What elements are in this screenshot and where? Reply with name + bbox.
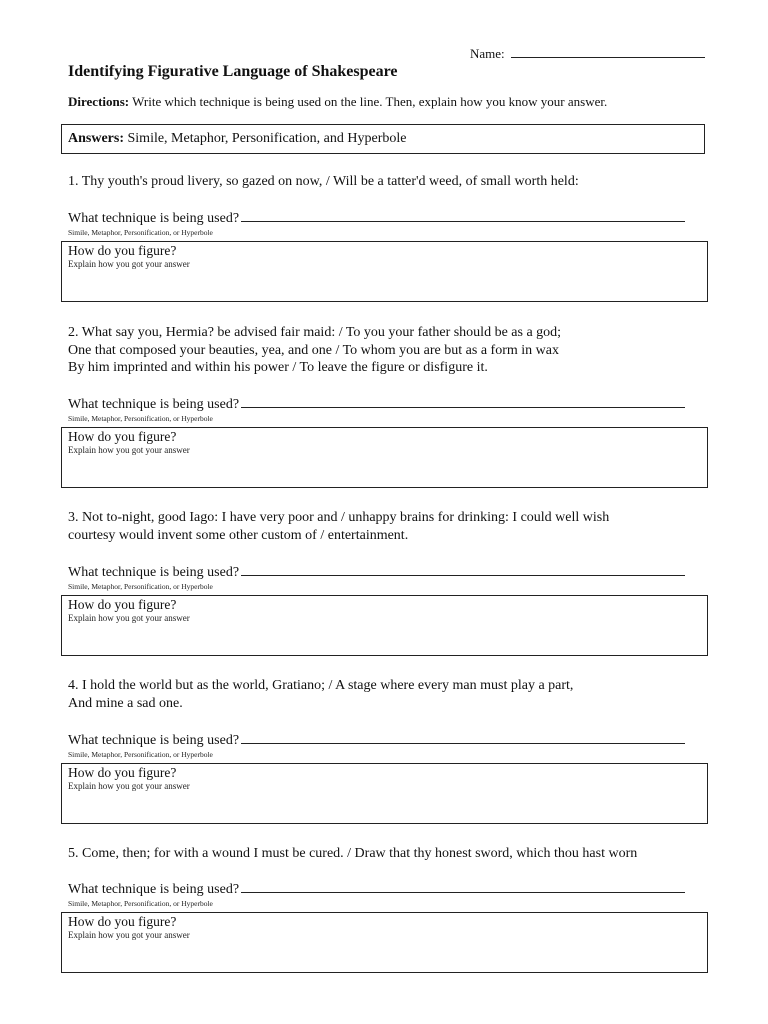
question-text xyxy=(61,845,709,863)
question-1 xyxy=(61,173,709,269)
explanation-hint: Explain how you got your answer xyxy=(68,781,190,791)
name-label: Name: xyxy=(470,46,505,61)
question-2 xyxy=(61,324,709,455)
explanation-title: How do you figure? xyxy=(68,914,177,929)
question-line: And mine a sad one. xyxy=(68,695,183,711)
question-text xyxy=(61,173,709,191)
technique-row xyxy=(68,731,685,749)
explanation-box[interactable] xyxy=(61,241,708,302)
question-line: 3. Not to-night, good Iago: I have very poor and / unhappy brains for drinking: I could well wish xyxy=(68,510,610,525)
question-5 xyxy=(61,845,709,940)
question-text xyxy=(61,324,709,377)
question-4 xyxy=(61,677,709,791)
explanation-hint: Explain how you got your answer xyxy=(68,613,190,623)
technique-prompt: What technique is being used? xyxy=(68,211,240,226)
explanation-hint: Explain how you got your answer xyxy=(68,930,190,940)
directions xyxy=(68,94,607,110)
explanation-title: How do you figure? xyxy=(68,597,177,612)
question-line: courtesy would invent some other custom of / entertainment. xyxy=(68,527,409,543)
technique-hint: Simile, Metaphor, Personification, or Hyperbole xyxy=(68,414,213,423)
technique-row xyxy=(68,209,685,227)
question-text xyxy=(61,509,709,544)
answers-label: Answers: xyxy=(68,131,124,146)
technique-hint: Simile, Metaphor, Personification, or Hyperbole xyxy=(68,750,213,759)
explanation-title: How do you figure? xyxy=(68,765,177,780)
technique-prompt: What technique is being used? xyxy=(68,397,240,412)
explanation-hint: Explain how you got your answer xyxy=(68,445,190,455)
question-line: 1. Thy youth's proud livery, so gazed on now, / Will be a tatter'd weed, of small worth held: xyxy=(68,174,579,189)
technique-row xyxy=(68,880,685,898)
question-text xyxy=(61,677,709,712)
question-line: 4. I hold the world but as the world, Gratiano; / A stage where every man must play a part, xyxy=(68,678,574,693)
question-line: One that composed your beauties, yea, and one / To whom you are but as a form in wax xyxy=(68,342,559,358)
technique-answer-line[interactable] xyxy=(241,209,685,222)
technique-answer-line[interactable] xyxy=(241,563,685,576)
explanation-hint: Explain how you got your answer xyxy=(68,259,190,269)
technique-answer-line[interactable] xyxy=(241,395,685,408)
question-line: 2. What say you, Hermia? be advised fair maid: / To you your father should be as a god; xyxy=(68,325,562,340)
answers-text: Simile, Metaphor, Personification, and Hyperbole xyxy=(124,131,407,146)
explanation-box[interactable] xyxy=(61,912,708,973)
explanation-box[interactable] xyxy=(61,763,708,824)
directions-label: Directions: xyxy=(68,94,130,109)
name-field xyxy=(470,45,705,62)
technique-hint: Simile, Metaphor, Personification, or Hyperbole xyxy=(68,582,213,591)
technique-row xyxy=(68,395,685,413)
technique-answer-line[interactable] xyxy=(241,731,685,744)
explanation-box[interactable] xyxy=(61,595,708,656)
name-blank-line[interactable] xyxy=(511,45,705,58)
technique-prompt: What technique is being used? xyxy=(68,565,240,580)
question-line: 5. Come, then; for with a wound I must be cured. / Draw that thy honest sword, which thou hast worn xyxy=(68,846,638,861)
technique-prompt: What technique is being used? xyxy=(68,882,240,897)
question-3 xyxy=(61,509,709,623)
technique-row xyxy=(68,563,685,581)
directions-text: Write which technique is being used on the line. Then, explain how you know your answer. xyxy=(129,94,608,109)
explanation-box[interactable] xyxy=(61,427,708,488)
technique-answer-line[interactable] xyxy=(241,880,685,893)
explanation-title: How do you figure? xyxy=(68,243,177,258)
page-title: Identifying Figurative Language of Shakespeare xyxy=(68,63,398,80)
question-line: By him imprinted and within his power / To leave the figure or disfigure it. xyxy=(68,360,488,375)
explanation-title: How do you figure? xyxy=(68,429,177,444)
answers-box xyxy=(61,124,705,154)
technique-hint: Simile, Metaphor, Personification, or Hyperbole xyxy=(68,899,213,908)
technique-hint: Simile, Metaphor, Personification, or Hyperbole xyxy=(68,228,213,237)
technique-prompt: What technique is being used? xyxy=(68,733,240,748)
